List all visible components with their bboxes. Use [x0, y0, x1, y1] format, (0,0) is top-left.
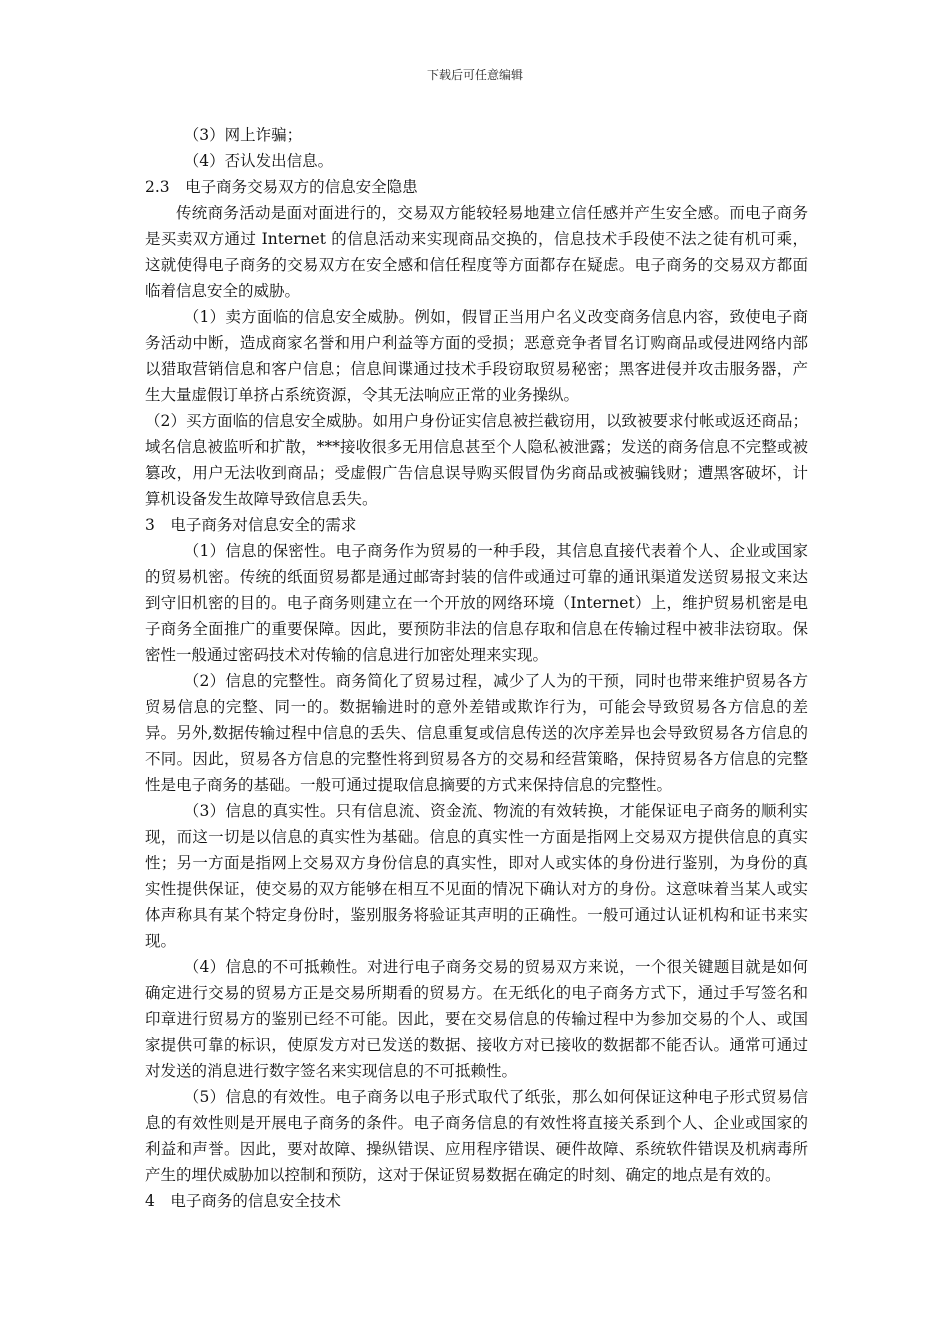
document-body: [145, 122, 808, 1214]
section-heading-2-3: 2.3 电子商务交易双方的信息安全隐患: [145, 178, 418, 196]
paragraph-validity: （5）信息的有效性。电子商务以电子形式取代了纸张，那么如何保证这种电子形式贸易信息的有效性则是开展电子商务的条件。电子商务信息的有效性将直接关系到个人、企业或国家的利益和声誉。因此，要对故障、操纵错误、应用程序错误、硬件故障、系统软件错误及机病毒所产生的埋伏威胁加以控制和预防，这对于保证贸易数据在确定的时刻、确定的地点是有效的。: [145, 1088, 808, 1184]
paragraph-confidentiality: （1）信息的保密性。电子商务作为贸易的一种手段，其信息直接代表着个人、企业或国家的贸易机密。传统的纸面贸易都是通过邮寄封装的信件或通过可靠的通讯渠道发送贸易报文来达到守旧机密的目的。电子商务则建立在一个开放的网络环境（Internet）上，维护贸易机密是电子商务全面推广的重要保障。因此，要预防非法的信息存取和信息在传输过程中被非法窃取。保密性一般通过密码技术对传输的信息进行加密处理来实现。: [145, 542, 808, 664]
header-note: 下载后可任意编辑: [426, 68, 523, 82]
list-item-4: （4）否认发出信息。: [183, 152, 334, 170]
paragraph-traditional-commerce: 传统商务活动是面对面进行的，交易双方能较轻易地建立信任感并产生安全感。而电子商务是买卖双方通过 Internet 的信息活动来实现商品交换的，信息技术手段使不法之徒有机可乘，这就使得电子商务的交易双方在安全感和信任程度等方面都存在疑虑。电子商务的交易双方都面临着信息安全的威胁。: [145, 204, 808, 300]
paragraph-non-repudiation: （4）信息的不可抵赖性。对进行电子商务交易的贸易双方来说，一个很关键题目就是如何确定进行交易的贸易方正是交易所期看的贸易方。在无纸化的电子商务方式下，通过手写签名和印章进行贸易方的鉴别已经不可能。因此，要在交易信息的传输过程中为参加交易的个人、或国家提供可靠的标识，使原发方对已发送的数据、接收方对已接收的数据都不能否认。通常可通过对发送的消息进行数字签名来实现信息的不可抵赖性。: [145, 958, 808, 1080]
paragraph-authenticity: （3）信息的真实性。只有信息流、资金流、物流的有效转换，才能保证电子商务的顺利实现，而这一切是以信息的真实性为基础。信息的真实性一方面是指网上交易双方提供信息的真实性；另一方面是指网上交易双方身份信息的真实性，即对人或实体的身份进行鉴别，为身份的真实性提供保证，使交易的双方能够在相互不见面的情况下确认对方的身份。这意味着当某人或实体声称具有某个特定身份时，鉴别服务将验证其声明的正确性。一般可通过认证机构和证书来实现。: [145, 802, 808, 950]
paragraph-seller-threats: （1）卖方面临的信息安全威胁。例如，假冒正当用户名义改变商务信息内容，致使电子商务活动中断，造成商家名誉和用户利益等方面的受损；恶意竞争者冒名订购商品或侵进网络内部以猎取营销信息和客户信息；信息间谍通过技术手段窃取贸易秘密；黑客进侵并攻击服务器，产生大量虚假订单挤占系统资源，令其无法响应正常的业务操纵。: [145, 308, 808, 404]
paragraph-buyer-threats: （2）买方面临的信息安全威胁。如用户身份证实信息被拦截窃用，以致被要求付帐或返还商品；域名信息被监听和扩散，***接收很多无用信息甚至个人隐私被泄露；发送的商务信息不完整或被篡改，用户无法收到商品；受虚假广告信息误导购买假冒伪劣商品或被骗钱财；遭黑客破坏，计算机设备发生故障导致信息丢失。: [145, 412, 808, 508]
section-heading-3: 3 电子商务对信息安全的需求: [145, 516, 357, 534]
paragraph-integrity: （2）信息的完整性。商务简化了贸易过程，减少了人为的干预，同时也带来维护贸易各方贸易信息的完整、同一的。数据输进时的意外差错或欺诈行为，可能会导致贸易各方信息的差异。另外,数据传输过程中信息的丢失、信息重复或信息传送的次序差异也会导致贸易各方信息的不同。因此，贸易各方信息的完整性将到贸易各方的交易和经营策略，保持贸易各方信息的完整性是电子商务的基础。一般可通过提取信息摘要的方式来保持信息的完整性。: [145, 672, 808, 794]
list-item-3: （3）网上诈骗；: [183, 126, 303, 144]
section-heading-4: 4 电子商务的信息安全技术: [145, 1192, 341, 1210]
